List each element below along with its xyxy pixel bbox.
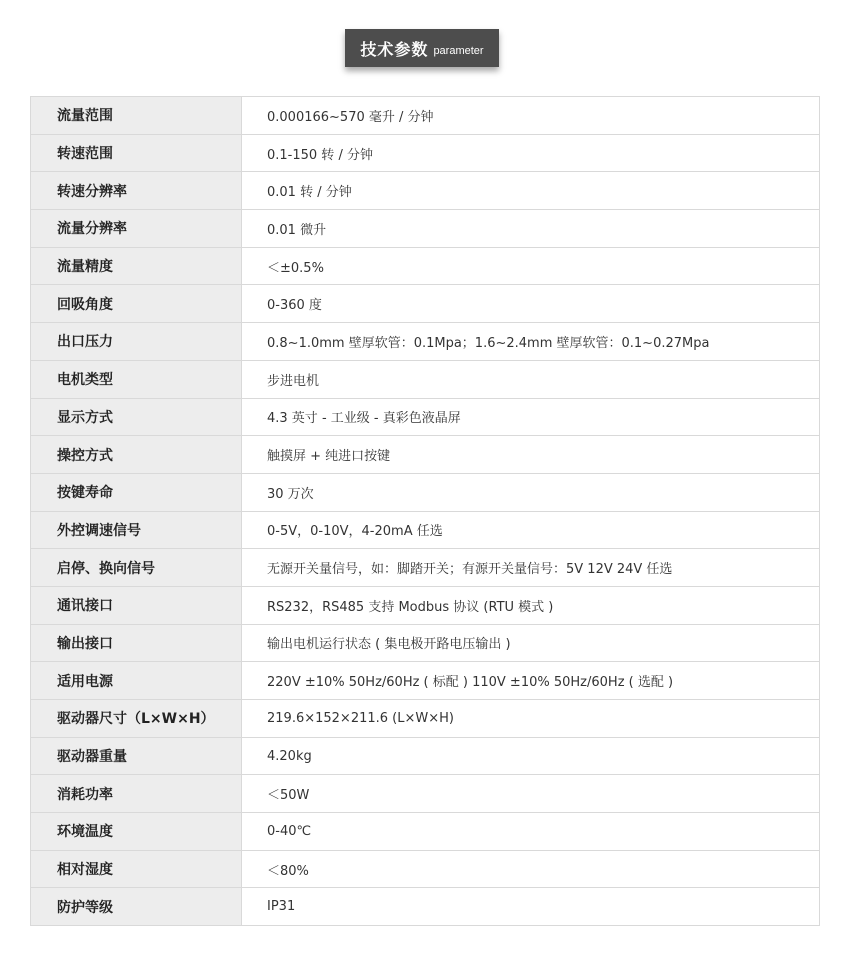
spec-label: 显示方式: [31, 399, 242, 436]
spec-value: 4.20kg: [267, 748, 312, 764]
section-title: 技术参数: [360, 39, 429, 59]
spec-label: 相对湿度: [31, 851, 242, 888]
table-row: [31, 172, 819, 210]
table-row: [31, 248, 819, 286]
spec-label: 操控方式: [31, 436, 242, 473]
table-row: [31, 888, 819, 926]
table-row: [31, 97, 819, 135]
spec-label: 适用电源: [31, 662, 242, 699]
spec-value: 30 万次: [267, 486, 314, 502]
spec-value: ＜±0.5%: [267, 260, 324, 276]
spec-value: 0-40℃: [267, 823, 312, 839]
spec-label: 按键寿命: [31, 474, 242, 511]
table-row: [31, 323, 819, 361]
spec-value: ＜80%: [267, 863, 309, 879]
spec-label: 通讯接口: [31, 587, 242, 624]
spec-label: 消耗功率: [31, 775, 242, 812]
spec-label: 外控调速信号: [31, 512, 242, 549]
table-row: [31, 549, 819, 587]
section-subtitle: parameter: [433, 44, 484, 57]
spec-label: 回吸角度: [31, 285, 242, 322]
spec-value: 触摸屏 + 纯进口按键: [267, 449, 391, 465]
section-header-badge: [345, 29, 499, 67]
spec-value: 220V ±10% 50Hz/60Hz ( 标配 ) 110V ±10% 50Hz/60Hz ( 选配 ): [267, 675, 674, 691]
spec-label: 防护等级: [31, 888, 242, 925]
spec-value: 4.3 英寸 - 工业级 - 真彩色液晶屏: [267, 411, 461, 427]
spec-label: 转速分辨率: [31, 172, 242, 209]
spec-label: 出口压力: [31, 323, 242, 360]
spec-table: [30, 96, 820, 926]
table-row: [31, 851, 819, 889]
spec-label: 转速范围: [31, 135, 242, 172]
table-row: [31, 625, 819, 663]
spec-value: 无源开关量信号，如：脚踏开关；有源开关量信号：5V 12V 24V 任选: [267, 562, 673, 578]
spec-value: 219.6×152×211.6 (L×W×H): [267, 710, 454, 726]
spec-label: 环境温度: [31, 813, 242, 850]
spec-value: 步进电机: [267, 373, 320, 389]
spec-value: 0.1-150 转 / 分钟: [267, 147, 373, 163]
table-row: [31, 587, 819, 625]
spec-label: 流量精度: [31, 248, 242, 285]
spec-label: 电机类型: [31, 361, 242, 398]
spec-value: IP31: [267, 899, 296, 915]
table-row: [31, 700, 819, 738]
spec-value: ＜50W: [267, 788, 310, 804]
spec-value: 0.01 微升: [267, 222, 327, 238]
table-row: [31, 210, 819, 248]
spec-value: 0.01 转 / 分钟: [267, 185, 352, 201]
table-row: [31, 399, 819, 437]
table-row: [31, 662, 819, 700]
spec-value: 0-5V，0-10V，4-20mA 任选: [267, 524, 443, 540]
spec-label: 流量范围: [31, 97, 242, 134]
spec-label: 驱动器尺寸（L×W×H）: [31, 700, 242, 737]
spec-label: 输出接口: [31, 625, 242, 662]
spec-value: 0.000166~570 毫升 / 分钟: [267, 109, 434, 125]
table-row: [31, 285, 819, 323]
table-row: [31, 813, 819, 851]
spec-value: 0-360 度: [267, 298, 322, 314]
spec-label: 驱动器重量: [31, 738, 242, 775]
spec-value: 输出电机运行状态 ( 集电极开路电压输出 ): [267, 637, 511, 653]
spec-label: 流量分辨率: [31, 210, 242, 247]
table-row: [31, 474, 819, 512]
spec-value: 0.8~1.0mm 壁厚软管：0.1Mpa；1.6~2.4mm 壁厚软管：0.1~0.27Mpa: [267, 335, 710, 351]
table-row: [31, 361, 819, 399]
table-row: [31, 512, 819, 550]
table-row: [31, 738, 819, 776]
table-row: [31, 436, 819, 474]
table-row: [31, 135, 819, 173]
spec-label: 启停、换向信号: [31, 549, 242, 586]
spec-value: RS232，RS485 支持 Modbus 协议 (RTU 模式 ): [267, 599, 554, 615]
table-row: [31, 775, 819, 813]
